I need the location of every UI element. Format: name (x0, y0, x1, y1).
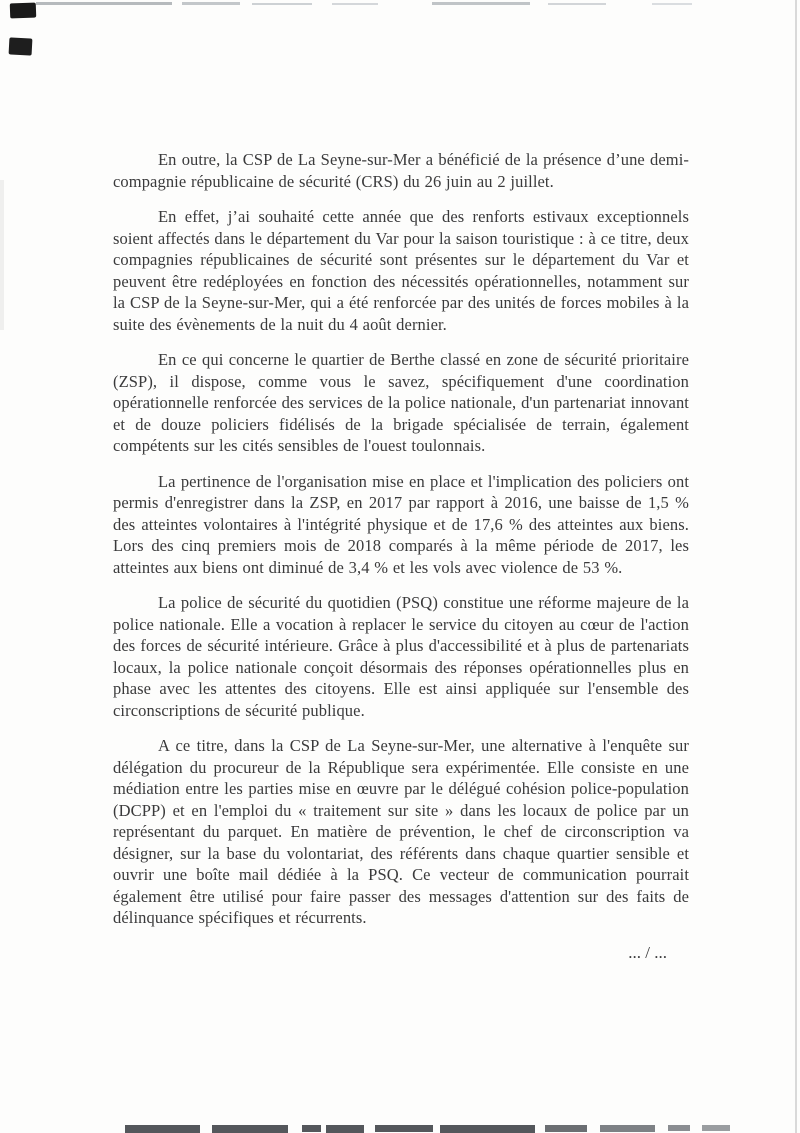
paragraph-4: La pertinence de l'organisation mise en place et l'implication des policiers ont permis d'enregistrer dans la ZSP, en 2017 par rapport à 2016, une baisse de 1,5 % des atteintes volontaires à l'intégrité physique et de 17,6 % des atteintes aux biens. Lors des cinq premiers mois de 2018 comparés à la même période de 2017, les atteintes aux biens ont diminué de 3,4 % et les vols avec violence de 53 %. (113, 471, 689, 577)
paragraph-6: A ce titre, dans la CSP de La Seyne-sur-Mer, une alternative à l'enquête sur délégation du procureur de la République sera expérimentée. Elle consiste en une médiation entre les parties mise en œuvre par le délégué cohésion police-population (DCPP) et en l'emploi du « traitement sur site » dans les locaux de police par un représentant du parquet. En matière de prévention, le chef de circonscription va désigner, sur la base du volontariat, des référents dans chaque quartier sensible et ouvrir une boîte mail dédiée à la PSQ. Ce vecteur de communication pourrait également être utilisé pour faire passer des messages d'attention sur des faits de délinquance spécifiques et récurrents. (113, 736, 689, 927)
paragraph-3: En ce qui concerne le quartier de Berthe classé en zone de sécurité prioritaire (ZSP), il dispose, comme vous le savez, spécifiquement d'une coordination opérationnelle renforcée des services de la police nationale, d'un partenariat innovant et de douze policiers fidélisés de la brigade spécialisée de terrain, également compétents sur les cités sensibles de l'ouest toulonnais. (113, 350, 689, 455)
scan-artifact-top-line (252, 3, 312, 5)
scan-artifact-edge-smudge (0, 180, 4, 330)
scan-artifact-corner-mark (9, 37, 33, 55)
scan-artifact-bottom-cutoff-text (375, 1125, 433, 1132)
scan-artifact-top-line (548, 3, 606, 5)
scan-artifact-top-line (432, 2, 530, 5)
scan-artifact-top-line (182, 2, 240, 5)
scan-artifact-bottom-cutoff-text (440, 1125, 535, 1133)
scan-artifact-bottom-cutoff-text (702, 1125, 730, 1131)
scan-artifact-bottom-cutoff-text (600, 1125, 655, 1132)
scan-artifact-bottom-cutoff-text (125, 1125, 200, 1133)
scan-artifact-bottom-cutoff-text (302, 1125, 321, 1132)
scan-artifact-top-line (332, 3, 378, 5)
continuation-mark: ... / ... (628, 942, 667, 962)
scan-artifact-bottom-cutoff-text (326, 1125, 364, 1133)
letter-body (113, 149, 689, 963)
paragraph-1: En outre, la CSP de La Seyne-sur-Mer a bénéficié de la présence d’une demi-compagnie républicaine de sécurité (CRS) du 26 juin au 2 juillet. (113, 150, 689, 191)
scan-artifact-bottom-cutoff-text (212, 1125, 288, 1133)
scan-artifact-corner-mark (10, 3, 37, 19)
scan-artifact-page-edge (795, 0, 797, 1133)
paragraph-5: La police de sécurité du quotidien (PSQ) constitue une réforme majeure de la police nationale. Elle a vocation à replacer le service du citoyen au cœur de l'action des forces de sécurité intérieure. Grâce à plus d'accessibilité et à plus de partenariats locaux, la police nationale conçoit désormais des réponses opérationnelles plus en phase avec les attentes des citoyens. Elle est ainsi appliquée sur l'ensemble des circonscriptions de sécurité publique. (113, 593, 689, 720)
scan-artifact-top-line (36, 2, 172, 5)
scan-artifact-bottom-cutoff-text (545, 1125, 587, 1132)
scan-artifact-bottom-cutoff-text (668, 1125, 690, 1131)
paragraph-2: En effet, j’ai souhaité cette année que des renforts estivaux exceptionnels soient affectés dans le département du Var pour la saison touristique : à ce titre, deux compagnies républicaines de sécurité sont présentes sur le département du Var et peuvent être redéployées en fonction des nécessités opérationnelles, notamment sur la CSP de la Seyne-sur-Mer, qui a été renforcée par des unités de forces mobiles à la suite des évènements de la nuit du 4 août dernier. (113, 207, 689, 334)
scan-artifact-top-line (652, 3, 692, 5)
